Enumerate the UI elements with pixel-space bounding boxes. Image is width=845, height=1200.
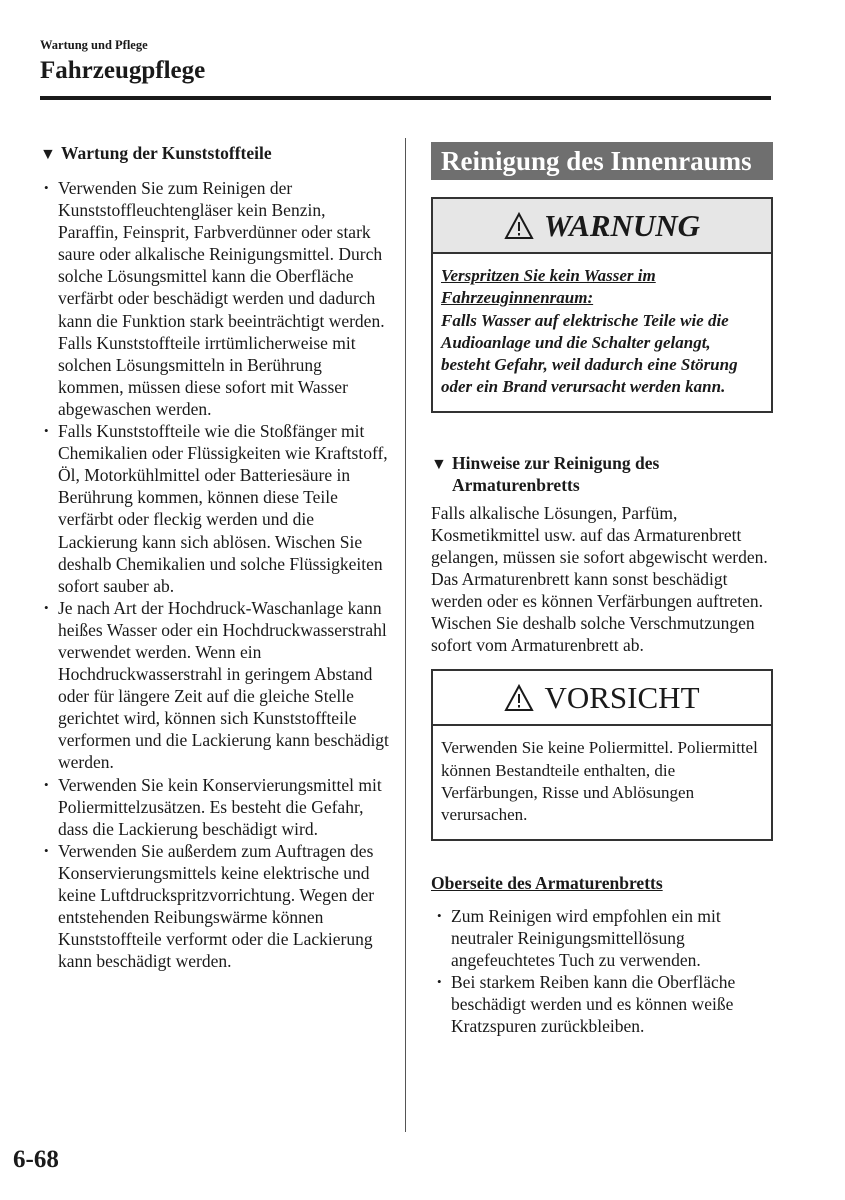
warning-body: [433, 254, 771, 411]
interior-cleaning-title: Reinigung des Innenraums: [431, 142, 773, 180]
caution-title: VORSICHT: [544, 679, 700, 715]
list-item: • Je nach Art der Hochdruck-Waschanlage kann heißes Wasser oder ein Hochdruckwasserstrahl verwendet werden. Wenn ein Hochdruckwasserstrahl in geringem Abstand oder für längere Zeit auf die gleiche Stelle gerichtet wird, können sich Kunststoffteile verformen und die Lackierung kann beschädigt werden.: [40, 597, 390, 774]
warning-triangle-icon: [504, 211, 534, 241]
dashboard-paragraph: Falls alkalische Lösungen, Parfüm, Kosmetikmittel usw. auf das Armaturenbrett gelangen, müssen sie sofort abgewischt werden. Das Armaturenbrett kann sonst beschädigt werden oder es können Verfärbungen auftreten. Wischen Sie deshalb solche Verschmutzungen sofort vom Armaturenbrett ab.: [431, 502, 768, 656]
plastic-care-list: [40, 177, 390, 972]
dashboard-top-list: [431, 905, 773, 1038]
plastic-care-heading-text: Wartung der Kunststoffteile: [61, 143, 272, 163]
warning-box: [431, 197, 773, 413]
list-item: • Verwenden Sie kein Konservierungsmittel mit Poliermittelzusätzen. Es besteht die Gefahr, dass die Lackierung beschädigt wird.: [40, 774, 390, 840]
list-item: • Bei starkem Reiben kann die Oberfläche beschädigt werden und es können weiße Kratzspuren zurückbleiben.: [433, 971, 773, 1037]
dashboard-heading: [431, 452, 773, 496]
list-item: • Verwenden Sie zum Reinigen der Kunststoffleuchtengläser kein Benzin, Paraffin, Feinsprit, Farbverdünner oder stark saure oder alkalische Reinigungsmittel. Durch solche Lösungsmittel kann die Oberfläche verfärbt oder beschädigt werden und dadurch kann die Funktion stark beeinträchtigt werden. Falls Kunststoffteile irrtümlicherweise mit solchen Lösungsmitteln in Berührung kommen, müssen diese sofort mit Wasser abgewaschen werden.: [40, 177, 390, 420]
warning-title: WARNUNG: [543, 207, 701, 243]
dashboard-heading-text: Hinweise zur Reinigung des Armaturenbretts: [452, 452, 660, 495]
triangle-down-icon: ▼: [431, 455, 447, 473]
caution-text: Verwenden Sie keine Poliermittel. Poliermittel können Bestandteile enthalten, die Verfärbungen, Risse und Ablösungen verursachen.: [441, 738, 758, 825]
warning-lead: Verspritzen Sie kein Wasser im: [441, 266, 656, 285]
caution-box: [431, 669, 773, 840]
warning-header: [433, 199, 771, 254]
list-item: • Verwenden Sie außerdem zum Auftragen des Konservierungsmittels keine elektrische und keine Luftdruckspritzvorrichtung. Wegen der entstehenden Reibungswärme können Kunststoffteile verformt oder die Lackierung kann beschädigt werden.: [40, 840, 390, 973]
header-rule: [40, 96, 771, 100]
page-number: 6-68: [13, 1146, 59, 1173]
section-label: Wartung und Pflege: [40, 38, 148, 52]
chapter-title: Fahrzeugpflege: [40, 57, 206, 84]
list-item: • Falls Kunststoffteile wie die Stoßfänger mit Chemikalien oder Flüssigkeiten wie Kraftstoff, Öl, Motorkühlmittel oder Batteriesäure in Berührung kommen, können diese Teile verfärbt oder fleckig werden und die Lackierung kann sich ablösen. Wischen Sie deshalb Chemikalien und solche Flüssigkeiten sofort sauber ab.: [40, 420, 390, 597]
caution-header: [433, 671, 771, 726]
list-item: • Zum Reinigen wird empfohlen ein mit neutraler Reinigungsmittellösung angefeuchtetes Tuch zu verwenden.: [433, 905, 773, 971]
page-header: [40, 38, 770, 85]
dashboard-top-heading: Oberseite des Armaturenbretts: [431, 872, 663, 893]
warning-lead: Fahrzeuginnenraum:: [441, 288, 594, 308]
left-column: [40, 142, 390, 972]
triangle-down-icon: ▼: [40, 146, 56, 163]
plastic-care-heading: [40, 142, 390, 164]
column-divider: [405, 138, 406, 1132]
warning-triangle-icon: [504, 683, 534, 713]
warning-text: Falls Wasser auf elektrische Teile wie die Audioanlage und die Schalter gelangt, besteht Gefahr, weil dadurch eine Störung oder ein Brand verursacht werden kann.: [441, 310, 738, 397]
right-column: [431, 142, 773, 1037]
